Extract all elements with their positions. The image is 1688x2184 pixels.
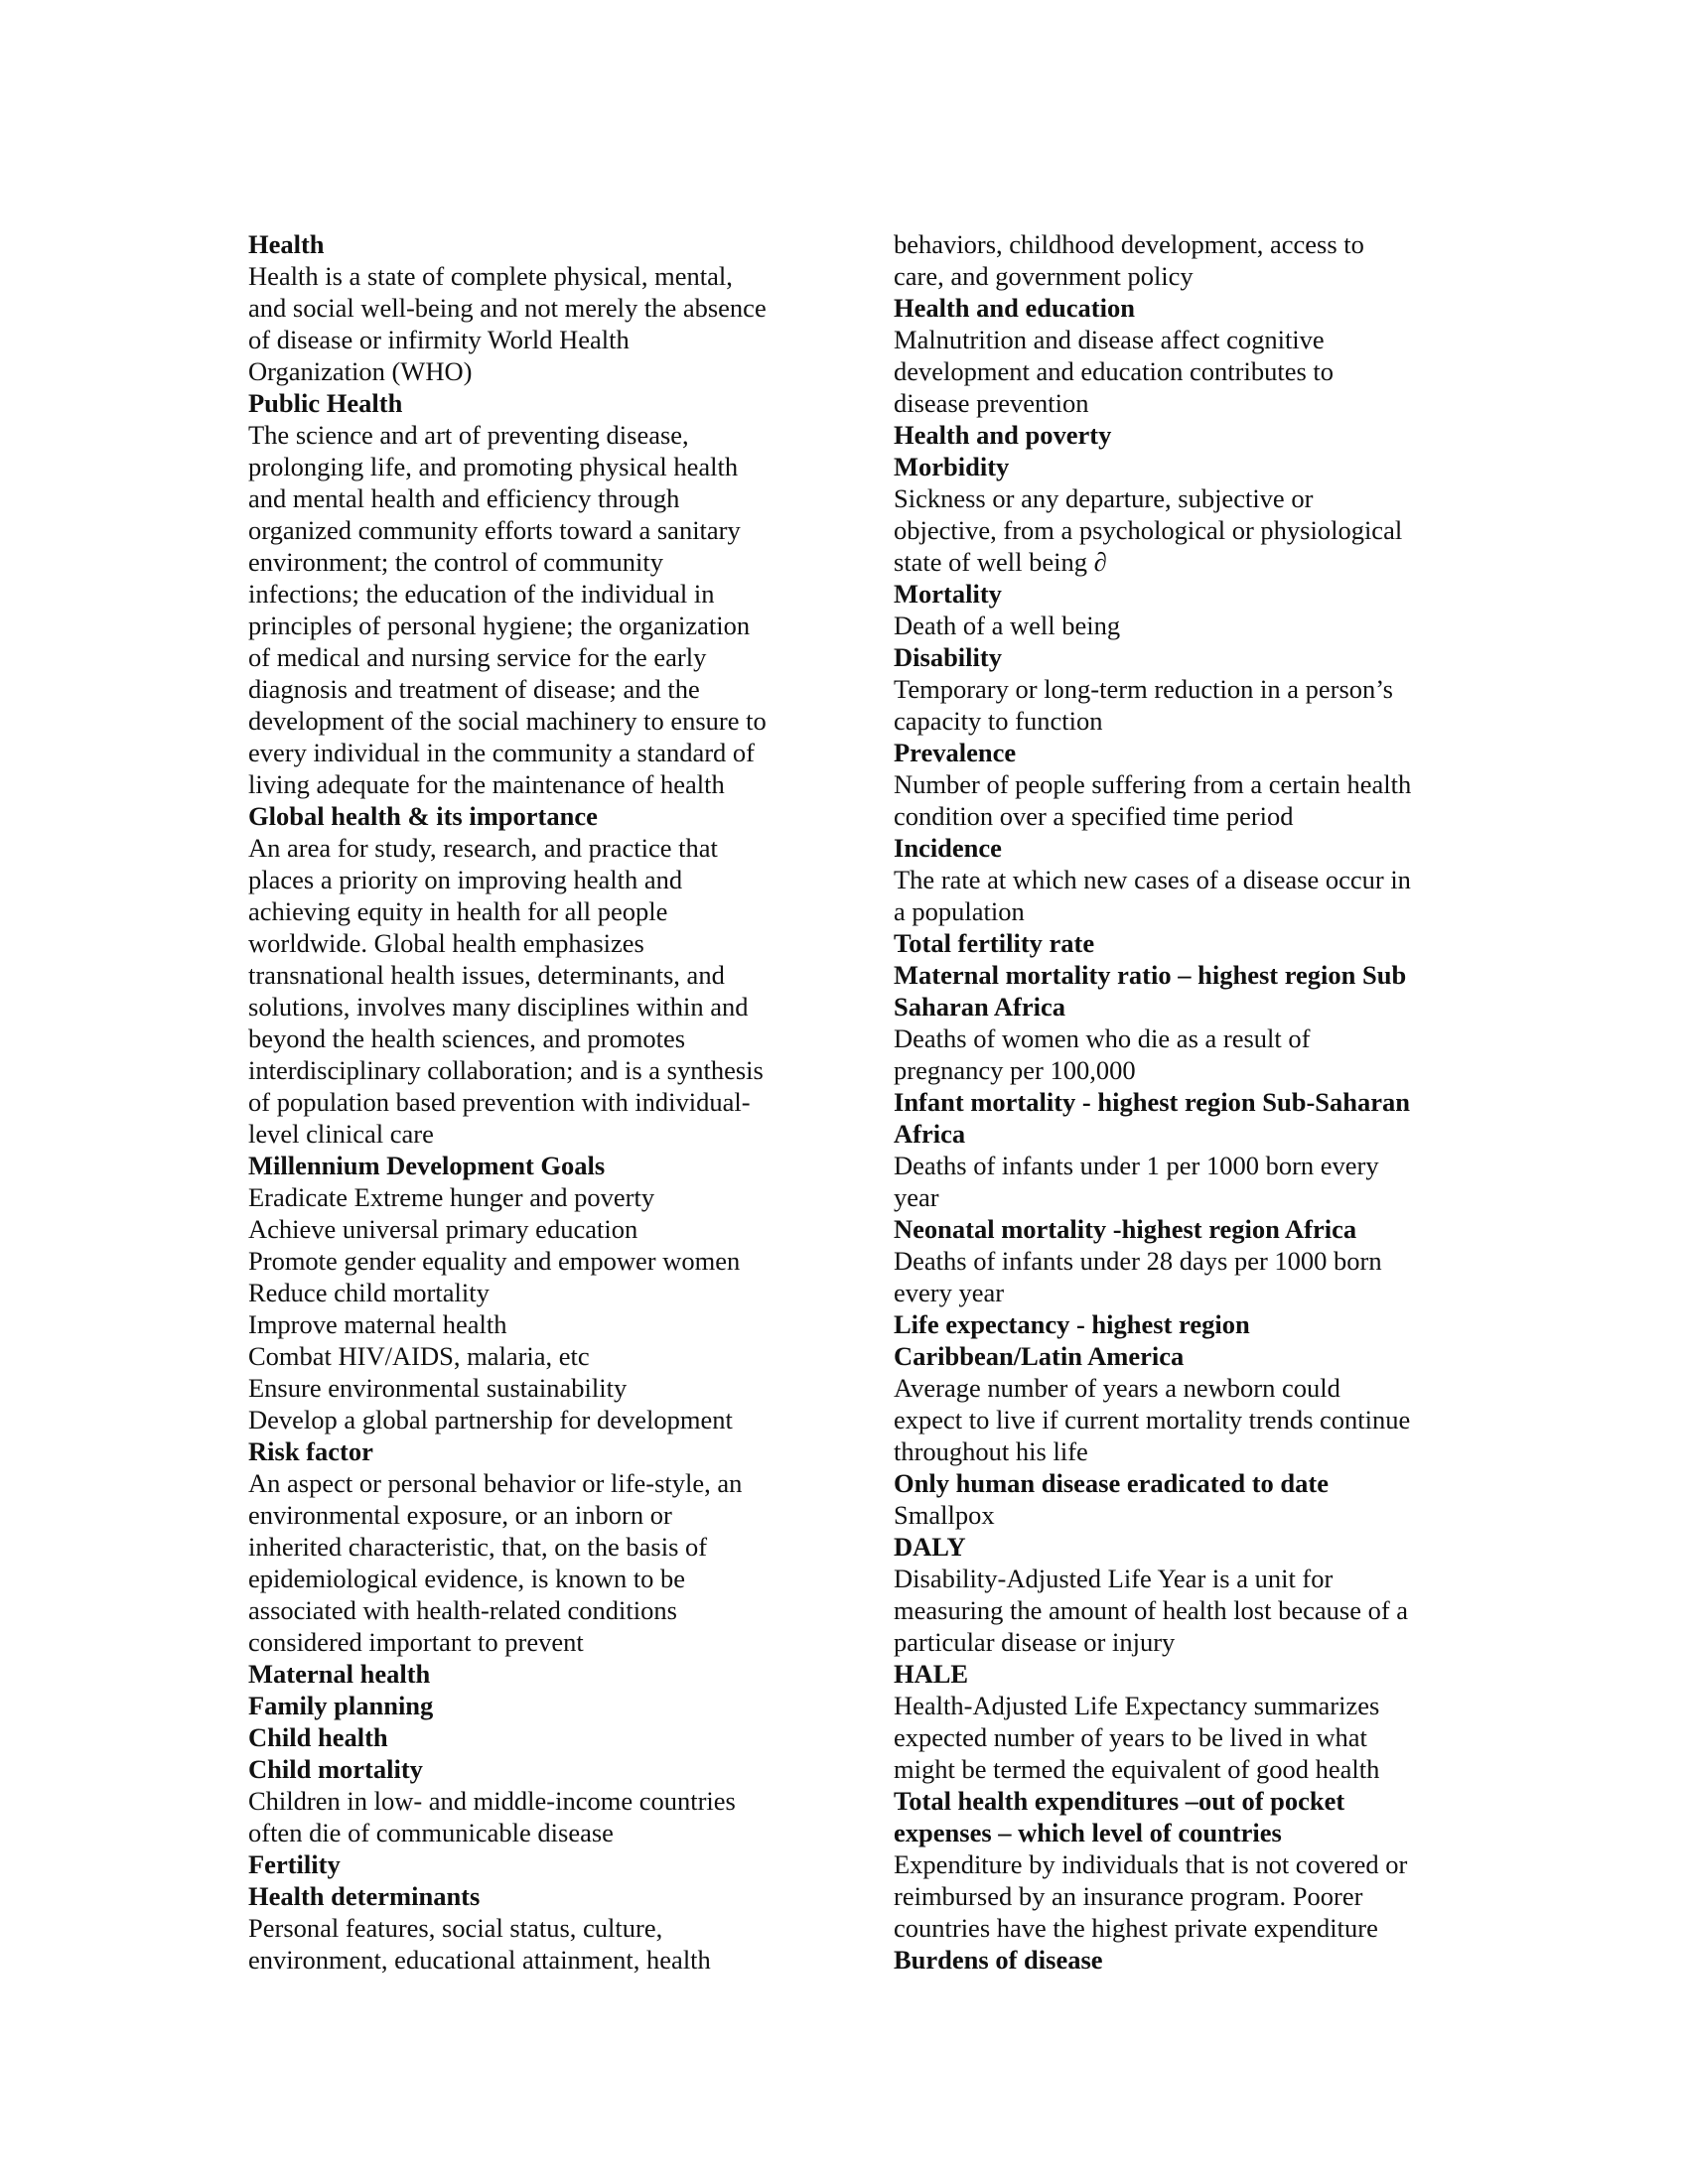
body-text-line: level clinical care <box>248 1119 434 1149</box>
section-heading: Fertility <box>248 1849 341 1879</box>
body-text-line: measuring the amount of health lost because of a <box>894 1595 1409 1625</box>
body-text-line: Malnutrition and disease affect cognitive <box>894 325 1325 354</box>
body-text-line: Average number of years a newborn could <box>894 1373 1340 1403</box>
section-heading: Incidence <box>894 833 1002 863</box>
body-text-line: often die of communicable disease <box>248 1818 614 1847</box>
body-text-line: beyond the health sciences, and promotes <box>248 1024 686 1053</box>
body-text-line: interdisciplinary collaboration; and is a synthesis <box>248 1055 764 1085</box>
body-text-line: epidemiological evidence, is known to be <box>248 1564 686 1593</box>
body-text-line: throughout his life <box>894 1436 1088 1466</box>
body-text-line: Number of people suffering from a certain health <box>894 769 1412 799</box>
body-text-line: places a priority on improving health and <box>248 865 683 894</box>
left-column <box>248 228 804 1976</box>
body-text-line: Health is a state of complete physical, mental, <box>248 261 733 291</box>
body-text-line: Personal features, social status, culture, <box>248 1913 663 1943</box>
body-text-line: development of the social machinery to ensure to <box>248 706 767 736</box>
body-text-line: countries have the highest private expenditure <box>894 1913 1378 1943</box>
body-text-line: living adequate for the maintenance of health <box>248 769 725 799</box>
body-text-line: An area for study, research, and practice that <box>248 833 718 863</box>
body-text-line: Temporary or long-term reduction in a person’s <box>894 674 1393 704</box>
body-text-line: every individual in the community a standard of <box>248 738 755 767</box>
body-text-line: Deaths of infants under 28 days per 1000 born <box>894 1246 1382 1276</box>
body-text-line: Organization (WHO) <box>248 356 473 386</box>
body-text-line: Deaths of women who die as a result of <box>894 1024 1311 1053</box>
section-heading: Morbidity <box>894 452 1010 481</box>
body-text-line: Children in low- and middle-income countries <box>248 1786 736 1816</box>
body-text-line: The science and art of preventing disease, <box>248 420 689 450</box>
body-text-line: Disability-Adjusted Life Year is a unit for <box>894 1564 1334 1593</box>
section-heading: Health and education <box>894 293 1135 323</box>
section-heading: Total fertility rate <box>894 928 1095 958</box>
section-heading: Health and poverty <box>894 420 1112 450</box>
body-text-line: The rate at which new cases of a disease occur in <box>894 865 1411 894</box>
body-text-line: Expenditure by individuals that is not covered or <box>894 1849 1408 1879</box>
body-text-line: Death of a well being <box>894 611 1121 640</box>
body-text-line: Health-Adjusted Life Expectancy summarizes <box>894 1691 1380 1720</box>
body-text-line: solutions, involves many disciplines within and <box>248 992 749 1022</box>
body-text-line: organized community efforts toward a sanitary <box>248 515 741 545</box>
body-text-line: capacity to function <box>894 706 1103 736</box>
body-text-line: Smallpox <box>894 1500 995 1530</box>
body-text-line: expect to live if current mortality trends continue <box>894 1405 1411 1434</box>
body-text-line: Combat HIV/AIDS, malaria, etc <box>248 1341 590 1371</box>
body-text-line: might be termed the equivalent of good health <box>894 1754 1380 1784</box>
body-text-line: considered important to prevent <box>248 1627 584 1657</box>
body-text-line: of disease or infirmity World Health <box>248 325 630 354</box>
section-heading: Child mortality <box>248 1754 423 1784</box>
section-heading: Only human disease eradicated to date <box>894 1468 1329 1498</box>
body-text-line: development and education contributes to <box>894 356 1335 386</box>
section-heading: Disability <box>894 642 1002 672</box>
body-text-line: reimbursed by an insurance program. Poorer <box>894 1881 1363 1911</box>
section-heading: Mortality <box>894 579 1002 609</box>
body-text-line: Ensure environmental sustainability <box>248 1373 628 1403</box>
body-text-line: Promote gender equality and empower women <box>248 1246 741 1276</box>
section-heading: Risk factor <box>248 1436 373 1466</box>
body-text-line: inherited characteristic, that, on the basis of <box>248 1532 708 1562</box>
body-text-line: achieving equity in health for all people <box>248 896 668 926</box>
body-text-line: Sickness or any departure, subjective or <box>894 483 1314 513</box>
section-heading: Family planning <box>248 1691 434 1720</box>
section-heading: HALE <box>894 1659 969 1689</box>
section-heading: Life expectancy - highest region <box>894 1309 1250 1339</box>
body-text-line: Deaths of infants under 1 per 1000 born every <box>894 1151 1379 1180</box>
body-text-line: Achieve universal primary education <box>248 1214 638 1244</box>
body-text-line: a population <box>894 896 1025 926</box>
body-text-line: environmental exposure, or an inborn or <box>248 1500 672 1530</box>
body-text-line: Develop a global partnership for development <box>248 1405 733 1434</box>
right-column <box>894 228 1450 1976</box>
section-heading: expenses – which level of countries <box>894 1818 1282 1847</box>
body-text-line: care, and government policy <box>894 261 1194 291</box>
body-text-line: environment; the control of community <box>248 547 664 577</box>
section-heading: Maternal mortality ratio – highest region Sub <box>894 960 1407 990</box>
section-heading: Saharan Africa <box>894 992 1065 1022</box>
body-text-line: condition over a specified time period <box>894 801 1294 831</box>
section-heading: Public Health <box>248 388 403 418</box>
section-heading: Health <box>248 229 325 259</box>
body-text-line: principles of personal hygiene; the organization <box>248 611 751 640</box>
section-heading: Infant mortality - highest region Sub-Saharan <box>894 1087 1410 1117</box>
body-text-line: expected number of years to be lived in what <box>894 1722 1367 1752</box>
body-text-line: and mental health and efficiency through <box>248 483 680 513</box>
body-text-line: objective, from a psychological or physiological <box>894 515 1403 545</box>
body-text-line: state of well being ∂ <box>894 547 1107 577</box>
section-heading: Millennium Development Goals <box>248 1151 606 1180</box>
body-text-line: transnational health issues, determinants, and <box>248 960 725 990</box>
body-text-line: associated with health-related conditions <box>248 1595 677 1625</box>
body-text-line: Eradicate Extreme hunger and poverty <box>248 1182 655 1212</box>
body-text-line: of population based prevention with individual- <box>248 1087 751 1117</box>
body-text-line: prolonging life, and promoting physical health <box>248 452 739 481</box>
body-text-line: behaviors, childhood development, access to <box>894 229 1364 259</box>
body-text-line: disease prevention <box>894 388 1089 418</box>
body-text-line: Reduce child mortality <box>248 1278 490 1307</box>
body-text-line: of medical and nursing service for the early <box>248 642 707 672</box>
body-text-line: infections; the education of the individual in <box>248 579 715 609</box>
body-text-line: worldwide. Global health emphasizes <box>248 928 644 958</box>
section-heading: Caribbean/Latin America <box>894 1341 1185 1371</box>
body-text-line: An aspect or personal behavior or life-style, an <box>248 1468 743 1498</box>
body-text-line: pregnancy per 100,000 <box>894 1055 1136 1085</box>
section-heading: Total health expenditures –out of pocket <box>894 1786 1345 1816</box>
section-heading: Neonatal mortality -highest region Africa <box>894 1214 1357 1244</box>
section-heading: Child health <box>248 1722 388 1752</box>
section-heading: Maternal health <box>248 1659 431 1689</box>
section-heading: Global health & its importance <box>248 801 598 831</box>
section-heading: Africa <box>894 1119 966 1149</box>
section-heading: DALY <box>894 1532 966 1562</box>
section-heading: Burdens of disease <box>894 1945 1103 1975</box>
body-text-line: every year <box>894 1278 1005 1307</box>
section-heading: Prevalence <box>894 738 1017 767</box>
body-text-line: diagnosis and treatment of disease; and the <box>248 674 700 704</box>
body-text-line: environment, educational attainment, health <box>248 1945 711 1975</box>
body-text-line: Improve maternal health <box>248 1309 507 1339</box>
section-heading: Health determinants <box>248 1881 481 1911</box>
body-text-line: particular disease or injury <box>894 1627 1176 1657</box>
body-text-line: and social well-being and not merely the absence <box>248 293 767 323</box>
body-text-line: year <box>894 1182 939 1212</box>
